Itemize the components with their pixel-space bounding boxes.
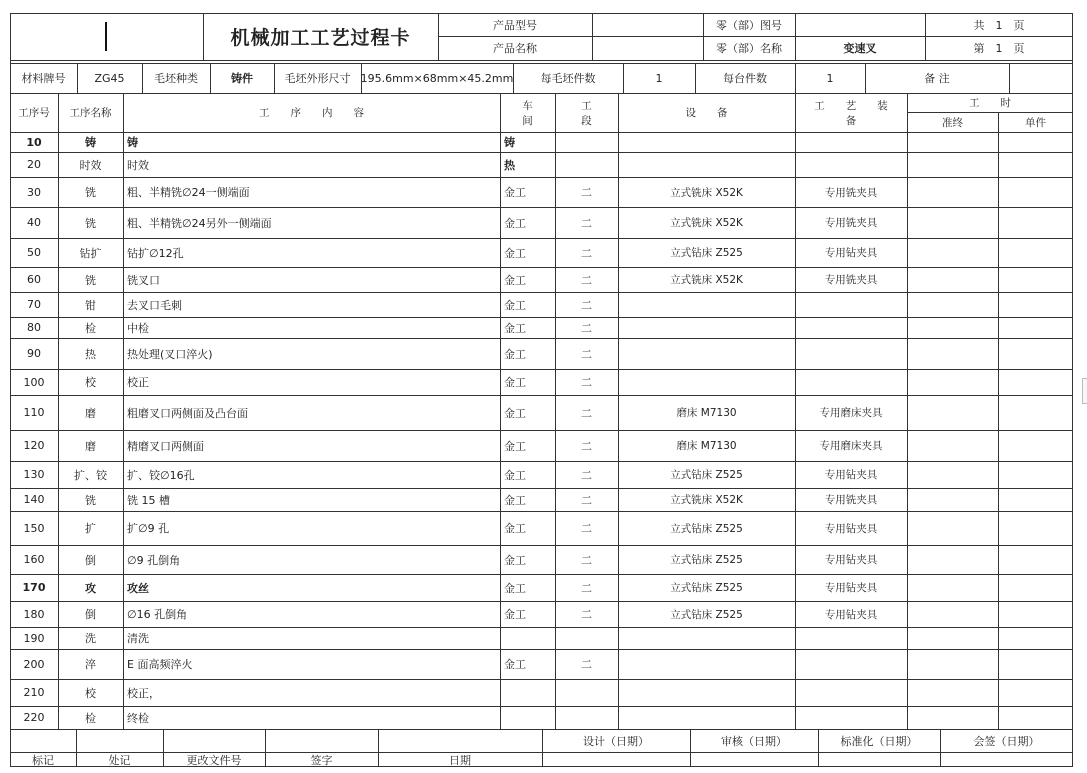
op-name: 铣 bbox=[85, 216, 96, 230]
op-no: 40 bbox=[27, 216, 41, 229]
op-equipment bbox=[618, 649, 795, 679]
op-content: 热处理(叉口淬火) bbox=[127, 347, 213, 361]
op-section: 二 bbox=[581, 347, 592, 361]
op-workshop: 金工 bbox=[504, 216, 526, 230]
op-content: 去叉口毛刺 bbox=[127, 298, 182, 312]
op-name: 铣 bbox=[85, 273, 96, 287]
material-grade-label: 材料牌号 bbox=[21, 72, 66, 85]
col-op-content: 工 序 内 容 bbox=[259, 107, 364, 119]
op-section: 二 bbox=[581, 186, 592, 199]
op-section bbox=[555, 679, 618, 706]
footer-mark: 标记 bbox=[32, 753, 54, 767]
op-tooling: 专用铣夹具 bbox=[824, 186, 878, 199]
footer-date: 日期 bbox=[449, 753, 471, 767]
op-content: 粗、半精铣∅24一侧端面 bbox=[127, 186, 250, 199]
op-name: 铣 bbox=[85, 186, 96, 199]
op-equipment bbox=[618, 369, 795, 395]
op-equipment: 立式铣床 X52K bbox=[670, 494, 743, 506]
op-section: 二 bbox=[581, 376, 592, 389]
op-content: 清洗 bbox=[127, 632, 149, 645]
op-workshop: 金工 bbox=[504, 321, 526, 335]
op-content: 攻丝 bbox=[127, 581, 149, 595]
product-model-label: 产品型号 bbox=[493, 18, 537, 32]
op-tooling bbox=[795, 706, 907, 729]
footer-countersign: 会签（日期） bbox=[973, 734, 1040, 748]
blank-size-label: 毛坯外形尺寸 bbox=[284, 72, 351, 85]
op-workshop bbox=[500, 706, 559, 729]
op-content: 铣 15 槽 bbox=[127, 493, 170, 507]
op-content: 校正， bbox=[127, 686, 160, 700]
op-name: 检 bbox=[85, 711, 96, 725]
op-equipment bbox=[618, 132, 795, 152]
remarks-value bbox=[1009, 63, 1073, 93]
op-section: 二 bbox=[581, 273, 592, 287]
op-no: 170 bbox=[22, 581, 46, 594]
op-no: 90 bbox=[27, 347, 41, 360]
op-no: 200 bbox=[23, 657, 45, 671]
op-workshop: 金工 bbox=[504, 186, 526, 199]
op-no: 100 bbox=[23, 375, 45, 389]
op-section: 二 bbox=[581, 581, 592, 595]
op-content: ∅16 孔倒角 bbox=[127, 608, 188, 621]
op-tooling: 专用钻夹具 bbox=[824, 582, 878, 594]
op-equipment: 磨床 M7130 bbox=[676, 440, 737, 452]
op-no: 150 bbox=[23, 521, 45, 535]
op-tooling bbox=[795, 649, 907, 679]
op-section: 二 bbox=[581, 298, 592, 312]
op-equipment: 立式钻床 Z525 bbox=[670, 554, 743, 566]
op-tooling bbox=[795, 627, 907, 649]
op-name: 时效 bbox=[79, 158, 102, 172]
op-no: 60 bbox=[27, 273, 41, 286]
op-tooling bbox=[795, 369, 907, 395]
op-workshop: 铸 bbox=[504, 136, 515, 149]
op-section: 二 bbox=[581, 608, 592, 621]
op-content: 铸 bbox=[127, 136, 138, 149]
op-tooling: 专用磨床夹具 bbox=[819, 440, 883, 452]
material-grade-value: ZG45 bbox=[94, 71, 125, 85]
op-name: 铣 bbox=[85, 493, 96, 507]
col-hours: 工 时 bbox=[969, 97, 1011, 109]
op-tooling: 专用钻夹具 bbox=[824, 247, 878, 259]
op-section: 二 bbox=[581, 493, 592, 507]
op-equipment: 磨床 M7130 bbox=[676, 407, 737, 419]
footer-standard: 标准化（日期） bbox=[840, 734, 918, 748]
op-name: 洗 bbox=[85, 632, 96, 645]
footer-place: 处记 bbox=[108, 753, 131, 767]
op-equipment: 立式铣床 X52K bbox=[670, 217, 743, 229]
footer-signature: 签字 bbox=[310, 753, 333, 767]
op-tooling: 专用钻夹具 bbox=[824, 554, 878, 566]
op-section: 二 bbox=[581, 522, 592, 535]
op-equipment bbox=[618, 338, 795, 369]
op-tooling bbox=[795, 679, 907, 706]
part-no-label: 零（部）图号 bbox=[716, 18, 782, 32]
part-name-label: 零（部）名称 bbox=[716, 42, 782, 55]
footer-change-doc: 更改文件号 bbox=[186, 753, 242, 767]
op-name: 钳 bbox=[85, 298, 96, 312]
op-content: 扩、铰∅16孔 bbox=[127, 468, 195, 482]
footer-design: 设计（日期） bbox=[583, 734, 649, 748]
page-title: 机械加工工艺过程卡 bbox=[230, 27, 411, 49]
product-name-value bbox=[592, 36, 703, 60]
op-tooling bbox=[795, 317, 907, 338]
col-op-no: 工序号 bbox=[18, 107, 50, 119]
pieces-per-unit-label: 每台件数 bbox=[723, 72, 767, 85]
op-no: 160 bbox=[23, 553, 45, 566]
op-content: E 面高频淬火 bbox=[127, 658, 193, 671]
op-no: 30 bbox=[27, 185, 41, 199]
op-tooling: 专用钻夹具 bbox=[824, 522, 878, 535]
op-equipment bbox=[618, 292, 795, 317]
pieces-per-unit-value: 1 bbox=[826, 71, 834, 85]
op-no: 140 bbox=[23, 493, 45, 506]
op-section: 二 bbox=[581, 553, 592, 567]
grid-line bbox=[10, 60, 1073, 61]
op-section bbox=[555, 627, 618, 649]
op-name: 磨 bbox=[85, 439, 96, 453]
op-content: 时效 bbox=[127, 158, 149, 172]
footer-review: 审核（日期） bbox=[721, 734, 787, 748]
op-no: 120 bbox=[23, 439, 45, 452]
op-workshop: 金工 bbox=[504, 376, 526, 389]
op-section: 二 bbox=[581, 216, 592, 230]
pieces-per-blank-value: 1 bbox=[655, 71, 663, 85]
op-tooling bbox=[795, 292, 907, 317]
op-content: 铣叉口 bbox=[127, 273, 160, 287]
op-content: 校正 bbox=[127, 376, 149, 389]
op-section bbox=[555, 132, 618, 152]
op-name: 扩 bbox=[85, 522, 96, 535]
col-equipment: 设 备 bbox=[685, 107, 728, 119]
op-no: 220 bbox=[23, 711, 45, 724]
op-content: 终检 bbox=[127, 711, 149, 725]
remarks-label: 备 注 bbox=[924, 72, 950, 85]
op-workshop: 金工 bbox=[504, 246, 526, 260]
op-equipment bbox=[618, 706, 795, 729]
product-name-label: 产品名称 bbox=[493, 42, 537, 55]
op-name: 铸 bbox=[85, 136, 96, 149]
op-workshop: 金工 bbox=[504, 468, 526, 482]
op-section bbox=[555, 152, 618, 177]
op-content: ∅9 孔倒角 bbox=[127, 553, 181, 567]
process-card-sheet bbox=[10, 13, 1073, 767]
scroll-indicator[interactable] bbox=[1082, 378, 1087, 404]
op-equipment bbox=[618, 627, 795, 649]
op-workshop: 金工 bbox=[504, 553, 526, 567]
op-workshop: 金工 bbox=[504, 406, 526, 420]
part-no-value bbox=[795, 13, 925, 36]
op-equipment bbox=[618, 317, 795, 338]
col-workshop: 车 间 bbox=[522, 99, 533, 127]
blank-type-value: 铸件 bbox=[231, 72, 253, 85]
op-no: 180 bbox=[23, 607, 45, 621]
op-workshop: 金工 bbox=[504, 273, 526, 287]
op-no: 210 bbox=[23, 686, 45, 699]
op-name: 倒 bbox=[85, 553, 96, 567]
part-name-value: 变速叉 bbox=[843, 42, 877, 55]
op-equipment bbox=[618, 679, 795, 706]
grid-line bbox=[907, 93, 908, 729]
col-hours-setup: 准终 bbox=[942, 116, 963, 129]
op-name: 校 bbox=[85, 686, 96, 700]
op-section: 二 bbox=[581, 468, 592, 482]
op-no: 70 bbox=[27, 298, 41, 311]
col-op-name: 工序名称 bbox=[69, 107, 112, 119]
op-name: 磨 bbox=[85, 406, 96, 420]
col-tooling: 工 艺 装 备 bbox=[814, 99, 888, 127]
op-no: 80 bbox=[27, 321, 41, 334]
blank-type-label: 毛坯种类 bbox=[154, 72, 198, 85]
op-content: 钻扩∅12孔 bbox=[127, 246, 184, 260]
op-no: 20 bbox=[27, 158, 41, 171]
op-name: 校 bbox=[85, 376, 96, 389]
op-name: 攻 bbox=[85, 581, 96, 595]
text-cursor bbox=[105, 22, 107, 51]
op-section: 二 bbox=[581, 321, 592, 335]
op-section: 二 bbox=[581, 406, 592, 420]
op-section: 二 bbox=[581, 439, 592, 453]
op-workshop: 金工 bbox=[504, 522, 526, 535]
op-name: 扩、铰 bbox=[74, 468, 107, 482]
op-workshop: 热 bbox=[504, 158, 515, 172]
product-model-value bbox=[592, 13, 703, 36]
op-equipment: 立式钻床 Z525 bbox=[670, 608, 743, 621]
page-number: 第 1 页 bbox=[973, 42, 1025, 55]
col-section: 工 段 bbox=[581, 99, 592, 127]
op-tooling bbox=[795, 132, 907, 152]
op-tooling: 专用铣夹具 bbox=[824, 274, 878, 286]
op-tooling bbox=[795, 152, 907, 177]
op-equipment: 立式铣床 X52K bbox=[670, 274, 743, 286]
grid-line bbox=[998, 112, 999, 729]
op-workshop: 金工 bbox=[504, 581, 526, 595]
pieces-per-blank-label: 每毛坯件数 bbox=[540, 72, 596, 85]
op-tooling: 专用铣夹具 bbox=[824, 494, 878, 506]
op-equipment: 立式钻床 Z525 bbox=[670, 247, 743, 259]
op-content: 扩∅9 孔 bbox=[127, 522, 170, 535]
op-name: 热 bbox=[85, 347, 96, 361]
op-equipment: 立式铣床 X52K bbox=[670, 186, 743, 199]
op-equipment: 立式钻床 Z525 bbox=[670, 582, 743, 594]
op-name: 检 bbox=[85, 321, 96, 335]
op-content: 精磨叉口两侧面 bbox=[127, 439, 204, 453]
op-name: 淬 bbox=[85, 658, 96, 671]
op-content: 粗磨叉口两侧面及凸台面 bbox=[127, 406, 248, 420]
op-workshop: 金工 bbox=[504, 608, 526, 621]
op-section: 二 bbox=[581, 246, 592, 260]
op-workshop bbox=[500, 627, 559, 649]
op-tooling: 专用磨床夹具 bbox=[819, 407, 883, 419]
op-name: 倒 bbox=[85, 608, 96, 621]
op-workshop: 金工 bbox=[504, 658, 526, 671]
op-tooling: 专用钻夹具 bbox=[824, 469, 878, 481]
op-tooling bbox=[795, 338, 907, 369]
col-hours-unit: 单件 bbox=[1025, 116, 1046, 129]
op-workshop bbox=[500, 679, 559, 706]
op-equipment bbox=[618, 152, 795, 177]
op-name: 钻扩 bbox=[79, 246, 102, 260]
op-section bbox=[555, 706, 618, 729]
op-no: 10 bbox=[26, 135, 42, 149]
op-no: 130 bbox=[23, 468, 45, 481]
blank-size-value: 195.6mm×68mm×45.2mm bbox=[361, 71, 513, 85]
op-workshop: 金工 bbox=[504, 493, 526, 507]
op-content: 中检 bbox=[127, 321, 149, 335]
op-equipment: 立式钻床 Z525 bbox=[670, 469, 743, 481]
op-equipment: 立式钻床 Z525 bbox=[670, 522, 743, 535]
op-section: 二 bbox=[581, 658, 592, 671]
op-tooling: 专用铣夹具 bbox=[824, 217, 878, 229]
op-no: 110 bbox=[23, 406, 45, 419]
op-workshop: 金工 bbox=[504, 298, 526, 312]
op-content: 粗、半精铣∅24另外一侧端面 bbox=[127, 216, 272, 230]
op-workshop: 金工 bbox=[504, 439, 526, 453]
op-tooling: 专用钻夹具 bbox=[824, 608, 878, 621]
op-no: 50 bbox=[27, 246, 41, 259]
total-pages: 共 1 页 bbox=[973, 18, 1025, 32]
op-no: 190 bbox=[23, 631, 45, 645]
op-workshop: 金工 bbox=[504, 347, 526, 361]
